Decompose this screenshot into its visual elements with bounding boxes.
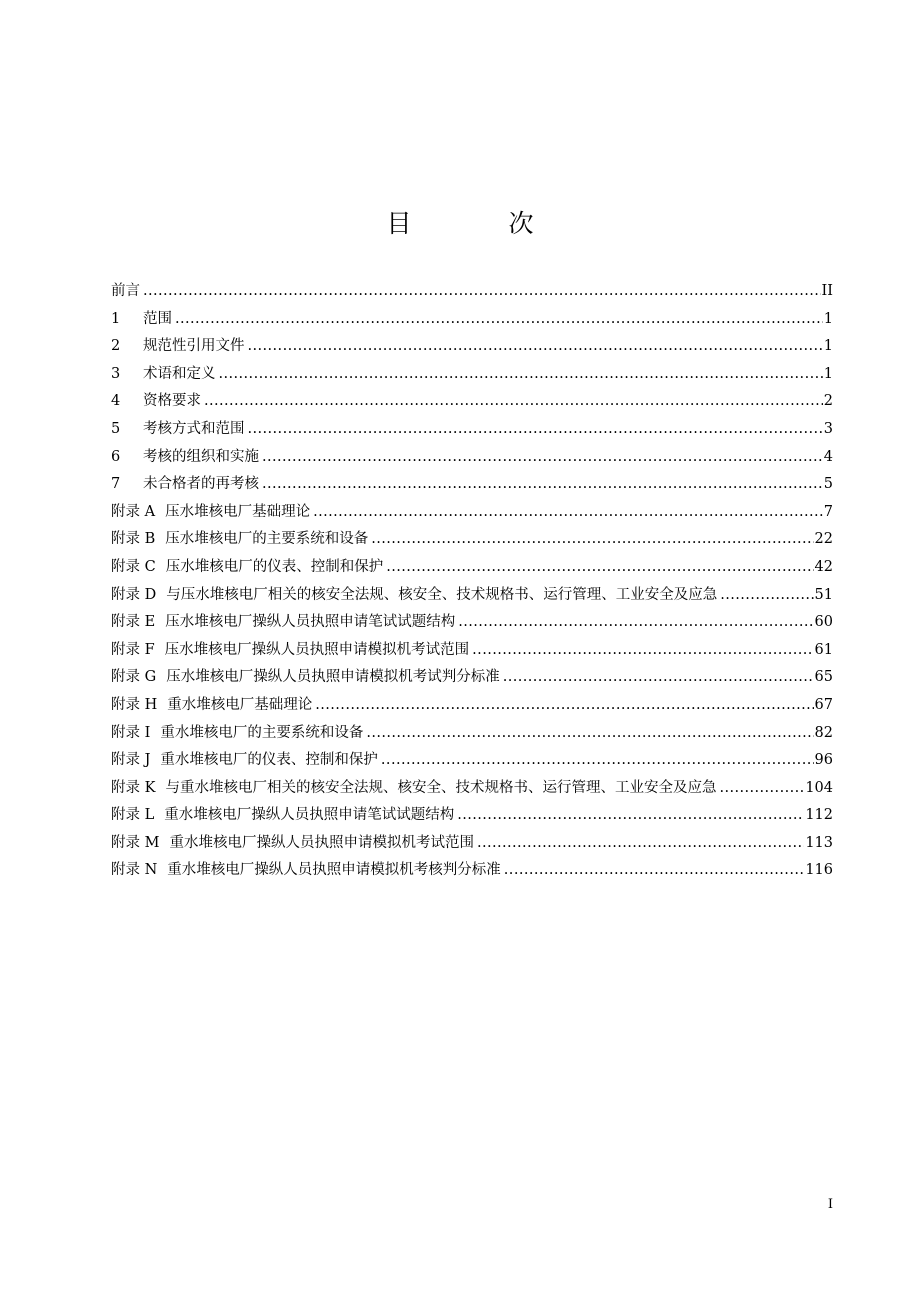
toc-entry-title: 压水堆核电厂操纵人员执照申请模拟机考试范围 <box>164 641 470 658</box>
toc-entry-page: 1 <box>823 338 833 355</box>
toc-entry[interactable] <box>111 554 833 582</box>
toc-entry-title: 重水堆核电厂的仪表、控制和保护 <box>160 752 378 769</box>
toc-entry-page: 65 <box>814 669 833 686</box>
toc-entry[interactable] <box>111 444 833 472</box>
toc-entry-page: 67 <box>814 696 833 713</box>
toc-entry-page: 1 <box>823 310 833 327</box>
toc-entry-title: 压水堆核电厂操纵人员执照申请模拟机考试判分标准 <box>166 669 500 686</box>
toc-entry[interactable] <box>111 416 833 444</box>
toc-entry-number: 附录 M <box>111 834 160 851</box>
toc-entry[interactable] <box>111 609 833 637</box>
toc-dot-leader <box>248 416 823 444</box>
toc-entry-title: 与压水堆核电厂相关的核安全法规、核安全、技术规格书、运行管理、工业安全及应急 <box>166 586 718 603</box>
toc-entry-title: 重水堆核电厂操纵人员执照申请模拟机考核判分标准 <box>167 862 501 879</box>
toc-entry[interactable] <box>111 775 833 803</box>
toc-entry-title: 重水堆核电厂操纵人员执照申请模拟机考试范围 <box>169 834 474 851</box>
toc-entry[interactable] <box>111 306 833 334</box>
toc-dot-leader <box>219 361 823 389</box>
toc-entry[interactable] <box>111 830 833 858</box>
toc-entry-number: 2 <box>111 338 121 355</box>
toc-dot-leader <box>315 692 813 720</box>
table-of-contents <box>111 278 833 885</box>
toc-entry-title: 与重水堆核电厂相关的核安全法规、核安全、技术规格书、运行管理、工业安全及应急 <box>165 779 717 796</box>
toc-entry-page: II <box>821 283 833 299</box>
toc-entry-page: 3 <box>823 420 833 437</box>
toc-entry-title: 压水堆核电厂的主要系统和设备 <box>165 531 369 548</box>
toc-entry-title: 未合格者的再考核 <box>143 476 259 493</box>
toc-entry[interactable] <box>111 802 833 830</box>
toc-entry[interactable] <box>111 637 833 665</box>
toc-entry-title: 重水堆核电厂的主要系统和设备 <box>160 724 364 741</box>
toc-entry-number: 附录 K <box>111 779 156 796</box>
toc-entry[interactable] <box>111 278 833 306</box>
toc-entry[interactable] <box>111 692 833 720</box>
toc-entry-number: 4 <box>111 393 121 410</box>
toc-entry-number: 附录 C <box>111 558 156 575</box>
toc-dot-leader <box>313 499 823 527</box>
toc-entry-number: 附录 F <box>111 641 155 658</box>
toc-dot-leader <box>381 747 814 775</box>
toc-dot-leader <box>262 444 823 472</box>
toc-entry[interactable] <box>111 747 833 775</box>
toc-entry[interactable] <box>111 361 833 389</box>
toc-entry-page: 104 <box>805 779 833 796</box>
toc-entry-title: 考核的组织和实施 <box>143 448 259 465</box>
toc-dot-leader <box>175 306 823 334</box>
toc-dot-leader <box>248 333 823 361</box>
toc-entry-page: 82 <box>814 724 833 741</box>
toc-entry-page: 42 <box>814 558 833 575</box>
toc-entry[interactable] <box>111 582 833 610</box>
toc-dot-leader <box>204 388 823 416</box>
toc-entry-page: 112 <box>805 807 833 824</box>
toc-entry[interactable] <box>111 720 833 748</box>
toc-entry-number: 附录 L <box>111 807 155 824</box>
toc-entry-title: 压水堆核电厂基础理论 <box>165 503 311 520</box>
toc-entry-title: 术语和定义 <box>143 365 216 382</box>
toc-dot-leader <box>457 802 804 830</box>
toc-entry-title: 压水堆核电厂的仪表、控制和保护 <box>165 558 384 575</box>
toc-entry-page: 22 <box>814 531 833 548</box>
toc-entry-title: 资格要求 <box>143 393 201 410</box>
toc-entry-page: 1 <box>823 365 833 382</box>
toc-entry-page: 96 <box>814 752 833 769</box>
toc-entry-number: 附录 J <box>111 752 151 769</box>
toc-entry[interactable] <box>111 499 833 527</box>
toc-entry[interactable] <box>111 664 833 692</box>
toc-entry-number: 附录 I <box>111 724 151 741</box>
toc-entry-number: 附录 E <box>111 614 156 631</box>
toc-entry-number: 附录 G <box>111 669 157 686</box>
toc-entry-title: 考核方式和范围 <box>143 420 245 437</box>
toc-entry-number: 附录 D <box>111 586 157 603</box>
toc-entry-title: 压水堆核电厂操纵人员执照申请笔试试题结构 <box>165 614 456 631</box>
toc-entry[interactable] <box>111 388 833 416</box>
toc-dot-leader <box>458 609 813 637</box>
toc-entry-number: 6 <box>111 448 121 465</box>
toc-dot-leader <box>720 582 813 610</box>
toc-dot-leader <box>386 554 813 582</box>
toc-entry-title: 重水堆核电厂操纵人员执照申请笔试试题结构 <box>164 807 455 824</box>
toc-entry-number: 3 <box>111 365 121 382</box>
toc-entry-number: 1 <box>111 310 121 327</box>
toc-entry-number: 附录 H <box>111 696 158 713</box>
toc-dot-leader <box>366 720 813 748</box>
toc-entry-title: 范围 <box>143 310 172 327</box>
toc-entry-title: 前言 <box>111 283 140 299</box>
page-number: I <box>827 1197 833 1212</box>
toc-entry-title: 规范性引用文件 <box>143 338 245 355</box>
toc-entry-page: 5 <box>823 476 833 493</box>
toc-dot-leader <box>472 637 813 665</box>
toc-entry-number: 7 <box>111 476 121 493</box>
toc-entry-page: 4 <box>823 448 833 465</box>
toc-entry-page: 116 <box>805 862 833 879</box>
toc-dot-leader <box>504 857 805 885</box>
toc-entry[interactable] <box>111 526 833 554</box>
toc-dot-leader <box>477 830 804 858</box>
toc-entry-title: 重水堆核电厂基础理论 <box>167 696 313 713</box>
toc-entry[interactable] <box>111 333 833 361</box>
toc-entry-page: 61 <box>814 641 833 658</box>
toc-entry-page: 60 <box>814 614 833 631</box>
toc-entry-page: 51 <box>814 586 833 603</box>
toc-entry-page: 2 <box>823 393 833 410</box>
toc-dot-leader <box>262 471 823 499</box>
toc-entry-page: 7 <box>823 503 833 520</box>
page-title: 目 次 <box>386 209 570 238</box>
toc-entry[interactable] <box>111 857 833 885</box>
toc-entry-number: 附录 N <box>111 862 158 879</box>
toc-dot-leader <box>143 278 821 306</box>
toc-entry-page: 113 <box>805 834 833 851</box>
toc-dot-leader <box>503 664 814 692</box>
toc-dot-leader <box>371 526 813 554</box>
toc-dot-leader <box>719 775 804 803</box>
toc-entry[interactable] <box>111 471 833 499</box>
toc-entry-number: 附录 A <box>111 503 156 520</box>
toc-entry-number: 5 <box>111 420 121 437</box>
toc-entry-number: 附录 B <box>111 531 156 548</box>
